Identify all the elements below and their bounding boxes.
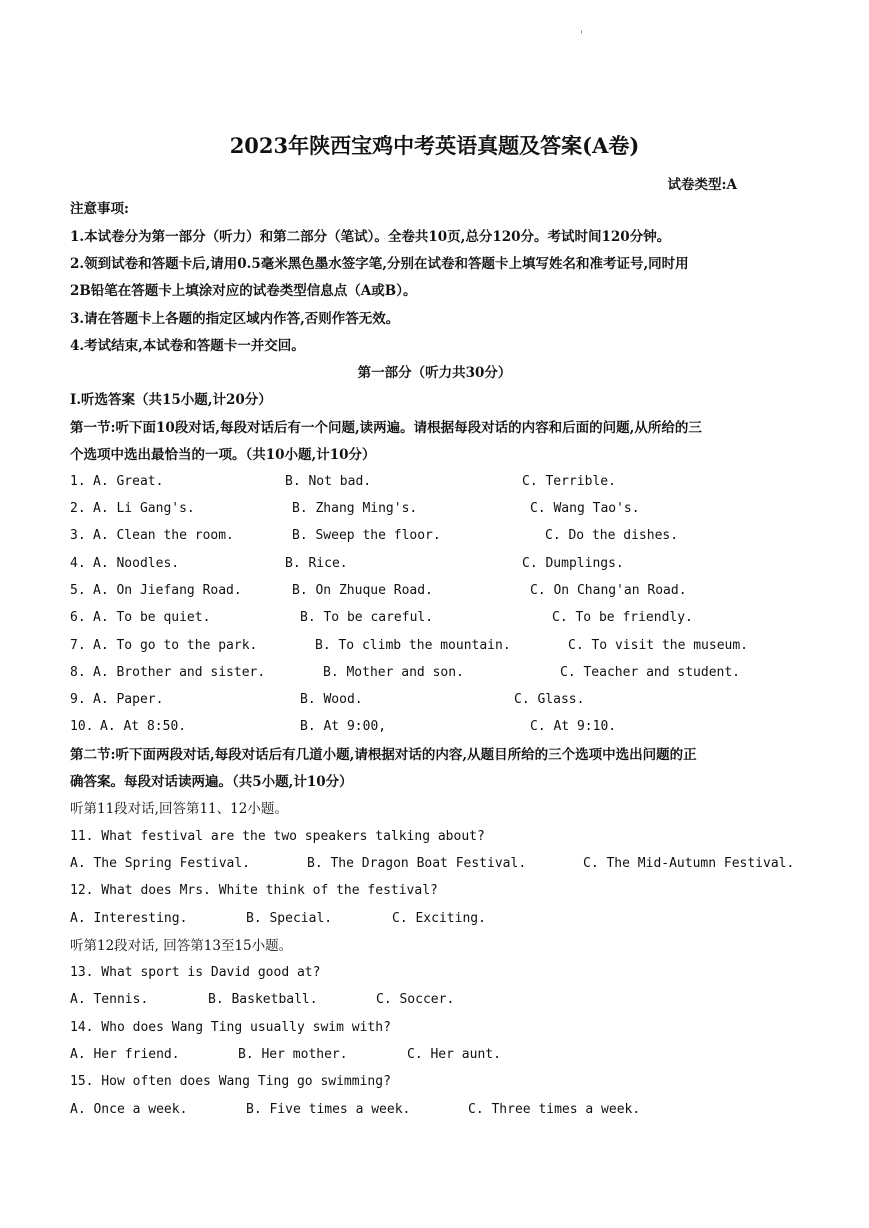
q3-option-b: B. Sweep the floor. — [292, 528, 441, 543]
q10-number: 10. — [70, 719, 94, 734]
q7-number: 7. — [70, 638, 86, 653]
q9-number: 9. — [70, 692, 86, 707]
q6-number: 6. — [70, 610, 86, 625]
q5-option-a: A. On Jiefang Road. — [93, 583, 242, 598]
q2-number: 2. — [70, 501, 86, 516]
q1-option-c: C. Terrible. — [522, 474, 616, 489]
q6-option-b: B. To be careful. — [300, 610, 434, 625]
q11-stem: 11. What festival are the two speakers talking about? — [70, 829, 485, 844]
q4-option-a: A. Noodles. — [93, 556, 180, 571]
q6-option-c: C. To be friendly. — [552, 610, 693, 625]
q3-option-a: A. Clean the room. — [93, 528, 234, 543]
q10-option-b: B. At 9:00, — [300, 719, 387, 734]
q13-option-c: C. Soccer. — [376, 992, 455, 1007]
q8-option-b: B. Mother and son. — [323, 665, 464, 680]
q5-number: 5. — [70, 583, 86, 598]
q10-option-a: A. At 8:50. — [100, 719, 187, 734]
part1-title: 第一部分（听力共30分） — [357, 365, 512, 381]
q7-option-c: C. To visit the museum. — [568, 638, 749, 653]
notice-item-2-cont: 2B铅笔在答题卡上填涂对应的试卷类型信息点（A或B）。 — [70, 283, 417, 299]
q15-option-a: A. Once a week. — [70, 1102, 188, 1117]
q6-option-a: A. To be quiet. — [93, 610, 211, 625]
q5-option-c: C. On Chang'an Road. — [530, 583, 687, 598]
q1-number: 1. — [70, 474, 86, 489]
q11-option-b: B. The Dragon Boat Festival. — [307, 856, 527, 871]
q9-option-b: B. Wood. — [300, 692, 363, 707]
subsection1-instruction-cont: 个选项中选出最恰当的一项。（共10小题,计10分） — [70, 447, 376, 463]
q8-option-a: A. Brother and sister. — [93, 665, 266, 680]
q9-option-a: A. Paper. — [93, 692, 164, 707]
q13-option-a: A. Tennis. — [70, 992, 149, 1007]
notice-heading: 注意事项: — [70, 201, 129, 217]
q1-option-a: A. Great. — [93, 474, 164, 489]
q4-option-b: B. Rice. — [285, 556, 348, 571]
q1-option-b: B. Not bad. — [285, 474, 372, 489]
notice-item-1: 1.本试卷分为第一部分（听力）和第二部分（笔试）。全卷共10页,总分120分。考试时间120分钟。 — [70, 229, 671, 245]
q3-option-c: C. Do the dishes. — [545, 528, 679, 543]
q11-option-c: C. The Mid-Autumn Festival. — [583, 856, 795, 871]
q13-stem: 13. What sport is David good at? — [70, 965, 321, 980]
q14-option-c: C. Her aunt. — [407, 1047, 501, 1062]
section1-title: I.听选答案（共15小题,计20分） — [70, 392, 272, 408]
q2-option-c: C. Wang Tao's. — [530, 501, 640, 516]
notice-item-2: 2.领到试卷和答题卡后,请用0.5毫米黑色墨水签字笔,分别在试卷和答题卡上填写姓名和准考证号,同时用 — [70, 256, 689, 272]
dialog-12-heading: 听第12段对话, 回答第13至15小题。 — [70, 938, 293, 954]
q15-option-c: C. Three times a week. — [468, 1102, 641, 1117]
paper-type-label: 试卷类型:A — [667, 177, 737, 193]
q10-option-c: C. At 9:10. — [530, 719, 617, 734]
q2-option-b: B. Zhang Ming's. — [292, 501, 418, 516]
q8-option-c: C. Teacher and student. — [560, 665, 741, 680]
q5-option-b: B. On Zhuque Road. — [292, 583, 433, 598]
notice-item-3: 3.请在答题卡上各题的指定区域内作答,否则作答无效。 — [70, 311, 400, 327]
q8-number: 8. — [70, 665, 86, 680]
subsection2-instruction-cont: 确答案。每段对话读两遍。（共5小题,计10分） — [70, 774, 353, 790]
dialog-11-heading: 听第11段对话,回答第11、12小题。 — [70, 801, 288, 817]
q12-option-b: B. Special. — [246, 911, 333, 926]
q14-stem: 14. Who does Wang Ting usually swim with? — [70, 1020, 391, 1035]
document-title: 2023年陕西宝鸡中考英语真题及答案(A卷) — [229, 133, 640, 158]
q4-option-c: C. Dumplings. — [522, 556, 624, 571]
q15-option-b: B. Five times a week. — [246, 1102, 411, 1117]
subsection1-instruction: 第一节:听下面10段对话,每段对话后有一个问题,读两遍。请根据每段对话的内容和后面的问题,从所给的三 — [70, 420, 702, 436]
subsection2-instruction: 第二节:听下面两段对话,每段对话后有几道小题,请根据对话的内容,从题目所给的三个选项中选出问题的正 — [70, 747, 697, 763]
notice-item-4: 4.考试结束,本试卷和答题卡一并交回。 — [70, 338, 305, 354]
q11-option-a: A. The Spring Festival. — [70, 856, 251, 871]
q14-option-a: A. Her friend. — [70, 1047, 180, 1062]
q3-number: 3. — [70, 528, 86, 543]
q7-option-b: B. To climb the mountain. — [315, 638, 511, 653]
q12-option-a: A. Interesting. — [70, 911, 188, 926]
q15-stem: 15. How often does Wang Ting go swimming? — [70, 1074, 391, 1089]
q14-option-b: B. Her mother. — [238, 1047, 348, 1062]
q2-option-a: A. Li Gang's. — [93, 501, 195, 516]
q13-option-b: B. Basketball. — [208, 992, 318, 1007]
q7-option-a: A. To go to the park. — [93, 638, 258, 653]
q12-stem: 12. What does Mrs. White think of the festival? — [70, 883, 438, 898]
q4-number: 4. — [70, 556, 86, 571]
q12-option-c: C. Exciting. — [392, 911, 486, 926]
header-mark: ' — [580, 30, 583, 41]
q9-option-c: C. Glass. — [514, 692, 585, 707]
